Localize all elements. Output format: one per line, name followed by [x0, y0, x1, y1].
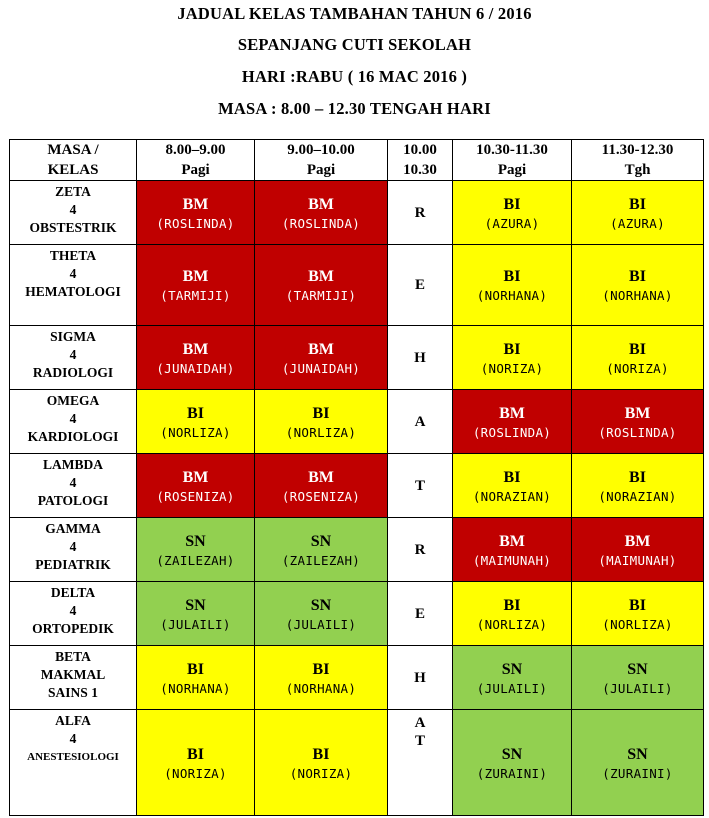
kelas-line: PATOLOGI — [37, 493, 109, 508]
subject-cell — [453, 710, 572, 816]
subject-code: BM — [499, 532, 525, 550]
header-rehat: 10.00 10.30 — [388, 140, 453, 181]
subject-code: BI — [187, 745, 204, 763]
subject-code: SN — [501, 745, 523, 763]
kelas-line: ALFA — [55, 713, 91, 728]
rehat-letter: R — [414, 204, 426, 221]
subject-cell — [572, 245, 704, 326]
teacher-name: (ROSLINDA) — [156, 215, 235, 231]
subject-code: BI — [503, 268, 521, 285]
teacher-name: (NORIZA) — [289, 765, 353, 781]
title-line-1: JADUAL KELAS TAMBAHAN TAHUN 6 / 2016 — [177, 4, 532, 23]
subject-cell — [572, 454, 704, 518]
teacher-name: (JULAILI) — [476, 680, 548, 696]
rehat-cell — [388, 181, 453, 245]
rehat-cell — [388, 326, 453, 390]
kelas-line: SIGMA — [50, 329, 96, 344]
kelas-line: MAKMAL — [40, 667, 106, 682]
subject-cell — [137, 518, 255, 582]
kelas-line: 4 — [69, 475, 77, 490]
rehat-letter: A — [414, 413, 426, 430]
kelas-cell — [10, 181, 137, 245]
header-slot-4: 11.30-12.30 Tgh — [572, 140, 704, 181]
kelas-line: PEDIATRIK — [35, 557, 111, 572]
rehat-cell — [388, 582, 453, 646]
teacher-name: (TARMIJI) — [285, 288, 357, 303]
subject-cell — [453, 454, 572, 518]
kelas-cell — [10, 245, 137, 326]
teacher-name: (NORAZIAN) — [598, 488, 677, 504]
subject-code: BM — [499, 404, 525, 422]
rehat-letter: E — [414, 277, 425, 293]
subject-code: BM — [308, 468, 334, 486]
subject-code: BM — [182, 468, 209, 486]
rehat-cell — [388, 518, 453, 582]
subject-cell — [572, 582, 704, 646]
kelas-line: 4 — [69, 347, 77, 362]
subject-cell — [255, 582, 388, 646]
subject-cell — [137, 181, 255, 245]
subject-code: SN — [501, 660, 523, 678]
subject-code: BM — [182, 195, 209, 213]
subject-code: BI — [629, 596, 646, 614]
subject-code: BI — [312, 660, 330, 678]
rehat-letter: T — [414, 477, 425, 494]
timetable — [9, 139, 704, 816]
subject-code: BM — [182, 340, 209, 358]
kelas-line: LAMBDA — [43, 457, 103, 472]
subject-cell — [453, 390, 572, 454]
subject-cell — [453, 326, 572, 390]
kelas-line: 4 — [69, 411, 77, 426]
kelas-line: BETA — [55, 649, 91, 664]
kelas-cell — [10, 390, 137, 454]
subject-cell — [255, 710, 388, 816]
kelas-line: HEMATOLOGI — [25, 284, 121, 299]
kelas-line: DELTA — [50, 585, 96, 600]
subject-code: BM — [308, 268, 334, 285]
kelas-cell — [10, 710, 137, 816]
subject-code: BI — [629, 195, 646, 213]
teacher-name: (TARMIJI) — [160, 288, 231, 303]
subject-cell — [137, 582, 255, 646]
table-row — [10, 454, 704, 518]
subject-code: BI — [187, 660, 204, 678]
table-row — [10, 582, 704, 646]
subject-code: BM — [308, 195, 334, 213]
table-row — [10, 181, 704, 245]
subject-cell — [137, 390, 255, 454]
kelas-line: 4 — [69, 731, 77, 746]
subject-code: BI — [629, 268, 646, 285]
subject-cell — [453, 582, 572, 646]
subject-code: BI — [312, 745, 330, 763]
rehat-cell — [388, 646, 453, 710]
subject-cell — [572, 710, 704, 816]
rehat-letter: H — [414, 669, 426, 686]
teacher-name: (JULAILI) — [160, 616, 231, 632]
teacher-name: (AZURA) — [610, 215, 665, 231]
teacher-name: (JUNAIDAH) — [281, 360, 361, 376]
subject-cell — [255, 646, 388, 710]
rehat-letter: A T — [414, 715, 426, 749]
subject-code: BI — [312, 404, 330, 422]
kelas-line: GAMMA — [45, 521, 101, 536]
kelas-line: OMEGA — [46, 393, 100, 408]
subject-cell — [453, 646, 572, 710]
subject-cell — [255, 181, 388, 245]
teacher-name: (ZAILEZAH) — [281, 552, 361, 568]
teacher-name: (ROSENIZA) — [281, 488, 361, 504]
title-line-3: HARI :RABU ( 16 MAC 2016 ) — [241, 67, 468, 86]
subject-code: BI — [503, 468, 521, 486]
teacher-name: (NORHANA) — [476, 288, 548, 303]
title-line-4: MASA : 8.00 – 12.30 TENGAH HARI — [218, 99, 491, 118]
kelas-line: ANESTESIOLOGI — [27, 751, 119, 763]
teacher-name: (NORHANA) — [285, 680, 357, 696]
subject-cell — [137, 710, 255, 816]
table-row — [10, 326, 704, 390]
subject-code: BI — [503, 195, 521, 213]
subject-cell — [255, 326, 388, 390]
teacher-name: (MAIMUNAH) — [598, 552, 677, 568]
rehat-cell — [388, 710, 453, 816]
subject-cell — [255, 245, 388, 326]
teacher-name: (MAIMUNAH) — [472, 552, 552, 568]
table-row — [10, 710, 704, 816]
kelas-line: ORTOPEDIK — [32, 621, 114, 636]
subject-cell — [255, 390, 388, 454]
subject-cell — [572, 390, 704, 454]
subject-code: SN — [310, 532, 332, 550]
kelas-cell — [10, 582, 137, 646]
subject-cell — [453, 245, 572, 326]
kelas-line: RADIOLOGI — [32, 365, 114, 380]
subject-cell — [137, 646, 255, 710]
subject-cell — [255, 518, 388, 582]
teacher-name: (ZURAINI) — [602, 765, 673, 781]
teacher-name: (ROSLINDA) — [598, 424, 677, 440]
kelas-line: 4 — [69, 603, 77, 618]
teacher-name: (ZAILEZAH) — [156, 552, 235, 568]
kelas-line: 4 — [69, 202, 77, 217]
rehat-letter: R — [414, 541, 426, 558]
subject-code: BI — [629, 340, 646, 358]
kelas-line: SAINS 1 — [48, 685, 98, 700]
teacher-name: (ROSLINDA) — [281, 215, 361, 231]
kelas-line: 4 — [69, 266, 77, 281]
kelas-line: OBSTESTRIK — [29, 220, 117, 235]
subject-cell — [572, 518, 704, 582]
table-row — [10, 390, 704, 454]
table-row — [10, 518, 704, 582]
kelas-line: 4 — [69, 539, 77, 554]
subject-cell — [137, 326, 255, 390]
title-line-2: SEPANJANG CUTI SEKOLAH — [237, 35, 472, 54]
subject-code: SN — [627, 660, 648, 678]
subject-code: BM — [624, 404, 651, 422]
header-row — [10, 140, 704, 181]
subject-code: BI — [187, 404, 204, 422]
kelas-cell — [10, 518, 137, 582]
teacher-name: (NORLIZA) — [160, 424, 231, 440]
subject-code: BI — [503, 596, 521, 614]
header-slot-2: 9.00–10.00 Pagi — [255, 140, 388, 181]
teacher-name: (NORLIZA) — [476, 616, 548, 632]
teacher-name: (NORIZA) — [480, 360, 544, 376]
kelas-line: ZETA — [55, 184, 91, 199]
header-slot-1: 8.00–9.00 Pagi — [137, 140, 255, 181]
subject-cell — [572, 181, 704, 245]
rehat-letter: H — [414, 349, 426, 366]
teacher-name: (NORIZA) — [606, 360, 669, 376]
subject-code: SN — [310, 596, 332, 614]
teacher-name: (NORLIZA) — [602, 616, 673, 632]
subject-code: BI — [503, 340, 521, 358]
subject-cell — [255, 454, 388, 518]
teacher-name: (NORHANA) — [160, 680, 231, 696]
subject-cell — [137, 245, 255, 326]
subject-cell — [453, 181, 572, 245]
kelas-line: THETA — [49, 248, 97, 263]
subject-cell — [572, 326, 704, 390]
table-row — [10, 245, 704, 326]
rehat-letter: E — [414, 605, 425, 622]
subject-cell — [137, 454, 255, 518]
subject-code: BI — [629, 468, 646, 486]
teacher-name: (NORLIZA) — [285, 424, 357, 440]
teacher-name: (JUNAIDAH) — [156, 360, 235, 376]
header-masa-kelas: MASA / KELAS — [10, 140, 137, 181]
teacher-name: (JULAILI) — [285, 616, 357, 632]
teacher-name: (NORHANA) — [602, 288, 673, 303]
subject-code: SN — [627, 745, 648, 763]
subject-cell — [453, 518, 572, 582]
kelas-line: KARDIOLOGI — [27, 429, 119, 444]
teacher-name: (JULAILI) — [602, 680, 673, 696]
subject-code: BM — [182, 268, 209, 285]
subject-code: BM — [308, 340, 334, 358]
subject-code: SN — [185, 532, 206, 550]
subject-code: BM — [624, 532, 651, 550]
teacher-name: (ROSENIZA) — [156, 488, 235, 504]
teacher-name: (NORAZIAN) — [472, 488, 552, 504]
teacher-name: (ROSLINDA) — [472, 424, 552, 440]
teacher-name: (NORIZA) — [164, 765, 227, 781]
rehat-cell — [388, 390, 453, 454]
table-row — [10, 646, 704, 710]
kelas-cell — [10, 326, 137, 390]
subject-cell — [572, 646, 704, 710]
teacher-name: (ZURAINI) — [476, 765, 548, 781]
header-slot-3: 10.30-11.30 Pagi — [453, 140, 572, 181]
subject-code: SN — [185, 596, 206, 614]
kelas-cell — [10, 646, 137, 710]
rehat-cell — [388, 454, 453, 518]
kelas-cell — [10, 454, 137, 518]
teacher-name: (AZURA) — [484, 215, 540, 231]
rehat-cell — [388, 245, 453, 326]
